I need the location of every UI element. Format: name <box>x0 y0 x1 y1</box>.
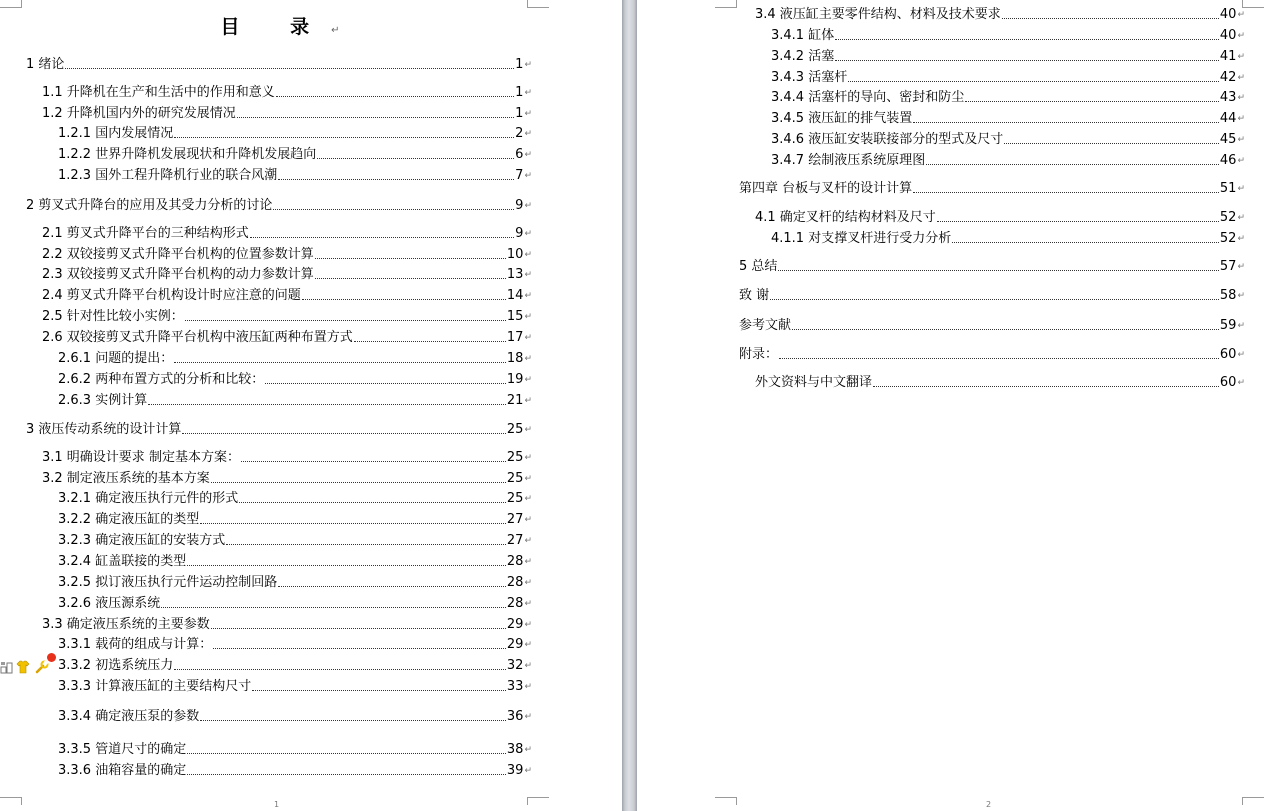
paragraph-mark: ↵ <box>524 494 532 504</box>
paragraph-mark: ↵ <box>1237 114 1245 124</box>
toc-entry-page-number: 52 <box>1219 210 1237 225</box>
toc-entry[interactable] <box>771 69 1245 87</box>
paragraph-mark: ↵ <box>524 599 532 609</box>
toc-entry-page-number: 38 <box>506 742 524 757</box>
toc-entry-text: 3.2.1 确定液压执行元件的形式 <box>58 491 239 506</box>
toc-entry-text: 3.4.5 液压缸的排气装置 <box>771 111 913 126</box>
document-page-1 <box>0 0 622 811</box>
toc-entry-page-number: 46 <box>1219 153 1237 168</box>
paragraph-mark: ↵ <box>524 171 532 181</box>
toc-entry-text: 2.5 针对性比较小实例： <box>42 309 184 324</box>
toc-dot-leader <box>241 461 506 462</box>
toc-entry[interactable] <box>58 511 532 529</box>
toc-entry-text: 4.1 确定叉杆的结构材料及尺寸 <box>755 210 936 225</box>
toc-entry-text: 3 液压传动系统的设计计算 <box>26 422 182 437</box>
shirt-icon[interactable] <box>16 659 30 673</box>
toc-entry-text: 3.3.6 油箱容量的确定 <box>58 763 187 778</box>
paragraph-mark: ↵ <box>1237 156 1245 166</box>
paragraph-mark: ↵ <box>524 60 532 70</box>
toc-dot-leader <box>1004 143 1219 144</box>
toc-entry-page-number: 2 <box>515 126 524 141</box>
toc-dot-leader <box>187 753 506 754</box>
toc-entry-text: 外文资料与中文翻译 <box>755 375 873 390</box>
toc-dot-leader <box>174 669 506 670</box>
toc-entry-text: 3.4.7 绘制液压系统原理图 <box>771 153 926 168</box>
toc-entry-text: 1.1 升降机在生产和生活中的作用和意义 <box>42 85 275 100</box>
paragraph-mark: ↵ <box>1237 31 1245 41</box>
toc-dot-leader <box>211 482 506 483</box>
toc-title[interactable] <box>0 12 560 39</box>
paragraph-mark: ↵ <box>524 578 532 588</box>
toc-entry-page-number: 17 <box>506 330 524 345</box>
toc-entry-page-number: 25 <box>506 491 524 506</box>
toc-entry-text: 1 绪论 <box>26 57 65 72</box>
paragraph-mark: ↵ <box>524 766 532 776</box>
toc-entry[interactable] <box>58 371 532 389</box>
toc-entry[interactable] <box>58 553 532 571</box>
paragraph-mark: ↵ <box>524 661 532 671</box>
paragraph-mark: ↵ <box>524 453 532 463</box>
toc-entry-page-number: 25 <box>506 422 524 437</box>
toc-entry-page-number: 33 <box>506 679 524 694</box>
toc-dot-leader <box>250 237 514 238</box>
document-page-2 <box>637 0 1266 811</box>
toc-entry-page-number: 60 <box>1219 375 1237 390</box>
toc-dot-leader <box>315 258 506 259</box>
toc-dot-leader <box>278 179 514 180</box>
toc-entry-text: 3.2.5 拟订液压执行元件运动控制回路 <box>58 575 278 590</box>
toc-entry[interactable] <box>58 167 532 185</box>
toc-entry-text: 2.4 剪叉式升降平台机构设计时应注意的问题 <box>42 288 301 303</box>
toc-dot-leader <box>213 648 506 649</box>
toc-entry-text: 3.2.6 液压源系统 <box>58 596 161 611</box>
toc-entry[interactable] <box>58 350 532 368</box>
toc-entry[interactable] <box>26 197 532 215</box>
toc-entry[interactable] <box>739 258 1245 276</box>
toc-dot-leader <box>174 137 514 138</box>
crop-mark <box>0 797 22 805</box>
toc-entry[interactable] <box>42 308 532 326</box>
toc-entry[interactable] <box>42 225 532 243</box>
toc-dot-leader <box>200 523 506 524</box>
paragraph-mark: ↵ <box>524 682 532 692</box>
toc-entry-page-number: 25 <box>506 471 524 486</box>
paragraph-mark: ↵ <box>524 354 532 364</box>
toc-entry-page-number: 1 <box>515 57 524 72</box>
paragraph-mark: ↵ <box>524 201 532 211</box>
toc-dot-leader <box>148 404 506 405</box>
toc-dot-leader <box>252 690 506 691</box>
paragraph-mark: ↵ <box>524 333 532 343</box>
toc-entry-text: 致 谢 <box>739 288 770 303</box>
toc-dot-leader <box>187 774 506 775</box>
toc-entry[interactable] <box>42 84 532 102</box>
toc-entry-page-number: 44 <box>1219 111 1237 126</box>
toc-entry[interactable] <box>42 287 532 305</box>
toc-entry[interactable] <box>771 89 1245 107</box>
toc-dot-leader <box>779 358 1219 359</box>
toc-entry-page-number: 7 <box>515 168 524 183</box>
toc-entry-page-number: 39 <box>506 763 524 778</box>
toc-entry-text: 1.2 升降机国内外的研究发展情况 <box>42 106 236 121</box>
toc-entry-text: 3.4.6 液压缸安装联接部分的型式及尺寸 <box>771 132 1004 147</box>
toc-entry-page-number: 59 <box>1219 318 1237 333</box>
toc-entry-page-number: 52 <box>1219 231 1237 246</box>
toc-dot-leader <box>174 362 506 363</box>
toc-entry-page-number: 10 <box>506 247 524 262</box>
toc-entry-text: 3.3.4 确定液压泵的参数 <box>58 709 200 724</box>
paragraph-mark: ↵ <box>1237 213 1245 223</box>
toc-dot-leader <box>937 221 1219 222</box>
toc-dot-leader <box>873 386 1219 387</box>
paragraph-mark: ↵ <box>524 150 532 160</box>
toc-entry-page-number: 13 <box>506 267 524 282</box>
toc-entry-page-number: 28 <box>506 554 524 569</box>
toc-entry-page-number: 45 <box>1219 132 1237 147</box>
layout-icon[interactable] <box>0 659 14 673</box>
toc-entry[interactable] <box>771 27 1245 45</box>
toc-dot-leader <box>952 242 1219 243</box>
toc-dot-leader <box>913 192 1219 193</box>
toc-entry-page-number: 58 <box>1219 288 1237 303</box>
toc-dot-leader <box>315 278 506 279</box>
toc-entry-text: 3.1 明确设计要求 制定基本方案： <box>42 450 240 465</box>
paragraph-mark: ↵ <box>524 270 532 280</box>
toc-entry[interactable] <box>58 125 532 143</box>
paragraph-mark: ↵ <box>524 515 532 525</box>
toc-entry[interactable] <box>42 616 532 634</box>
crop-mark <box>715 797 737 805</box>
paragraph-mark: ↵ <box>524 640 532 650</box>
paragraph-mark: ↵ <box>524 425 532 435</box>
page-gutter <box>622 0 637 811</box>
toc-entry-text: 3.4.4 活塞杆的导向、密封和防尘 <box>771 90 965 105</box>
paragraph-mark: ↵ <box>524 109 532 119</box>
toc-entry[interactable] <box>771 152 1245 170</box>
toc-entry[interactable] <box>42 246 532 264</box>
toc-entry-text: 3.4.2 活塞 <box>771 49 835 64</box>
toc-entry[interactable] <box>58 636 532 654</box>
paragraph-mark: ↵ <box>524 312 532 322</box>
toc-dot-leader <box>278 586 506 587</box>
toc-entry-text: 2.6.3 实例计算 <box>58 393 148 408</box>
paragraph-mark: ↵ <box>1237 350 1245 360</box>
toc-entry-page-number: 41 <box>1219 49 1237 64</box>
paragraph-mark: ↵ <box>1237 52 1245 62</box>
paragraph-mark: ↵ <box>524 250 532 260</box>
paragraph-mark: ↵ <box>524 557 532 567</box>
toc-entry[interactable] <box>58 574 532 592</box>
toc-entry[interactable] <box>58 762 532 780</box>
toc-entry-text: 参考文献 <box>739 318 792 333</box>
paragraph-mark: ↵ <box>1237 262 1245 272</box>
toc-entry-text: 2.6.2 两种布置方式的分析和比较： <box>58 372 265 387</box>
toc-entry-page-number: 43 <box>1219 90 1237 105</box>
toc-entry-text: 2 剪叉式升降台的应用及其受力分析的讨论 <box>26 198 273 213</box>
toc-entry-page-number: 29 <box>506 637 524 652</box>
toc-dot-leader <box>770 299 1219 300</box>
toc-dot-leader <box>913 122 1219 123</box>
paragraph-mark: ↵ <box>1237 135 1245 145</box>
toc-entry-text: 2.2 双铰接剪叉式升降平台机构的位置参数计算 <box>42 247 314 262</box>
toc-dot-leader <box>1002 18 1219 19</box>
toc-entry-text: 1.2.1 国内发展情况 <box>58 126 174 141</box>
toc-dot-leader <box>965 101 1219 102</box>
toc-entry-text: 1.2.2 世界升降机发展现状和升降机发展趋向 <box>58 147 317 162</box>
toc-entry[interactable] <box>58 678 532 696</box>
toc-entry[interactable] <box>755 374 1245 392</box>
toc-dot-leader <box>187 565 506 566</box>
toc-entry[interactable] <box>58 490 532 508</box>
toc-entry-page-number: 21 <box>506 393 524 408</box>
paragraph-mark: ↵ <box>1237 321 1245 331</box>
toc-dot-leader <box>65 68 514 69</box>
toc-dot-leader <box>926 164 1219 165</box>
toc-entry-text: 3.3.2 初选系统压力 <box>58 658 174 673</box>
paragraph-mark: ↵ <box>524 474 532 484</box>
toc-title-text: 目 录 <box>220 16 332 38</box>
toc-entry[interactable] <box>42 266 532 284</box>
toc-entry[interactable] <box>26 421 532 439</box>
wrench-icon[interactable] <box>35 659 49 673</box>
paragraph-mark: ↵ <box>1237 291 1245 301</box>
toc-entry[interactable] <box>771 110 1245 128</box>
paragraph-mark: ↵ <box>524 88 532 98</box>
toc-entry-page-number: 57 <box>1219 259 1237 274</box>
paragraph-mark: ↵ <box>331 25 340 36</box>
paragraph-mark: ↵ <box>524 712 532 722</box>
toc-dot-leader <box>835 60 1219 61</box>
toc-dot-leader <box>848 81 1219 82</box>
toc-entry[interactable] <box>771 48 1245 66</box>
toc-entry[interactable] <box>26 56 532 74</box>
paragraph-mark: ↵ <box>524 229 532 239</box>
toc-dot-leader <box>237 117 514 118</box>
toc-entry-text: 4.1.1 对支撑叉杆进行受力分析 <box>771 231 952 246</box>
toc-entry-page-number: 15 <box>506 309 524 324</box>
toc-entry-text: 3.4.1 缸体 <box>771 28 835 43</box>
paragraph-mark: ↵ <box>1237 378 1245 388</box>
paragraph-mark: ↵ <box>524 396 532 406</box>
toc-entry-text: 3.3.1 载荷的组成与计算： <box>58 637 213 652</box>
toc-entry[interactable] <box>58 657 532 675</box>
toc-entry-page-number: 60 <box>1219 347 1237 362</box>
page-number: 1 <box>274 800 280 809</box>
toc-entry-text: 2.1 剪叉式升降平台的三种结构形式 <box>42 226 249 241</box>
toc-entry-page-number: 19 <box>506 372 524 387</box>
crop-mark <box>0 0 22 8</box>
toc-entry-text: 3.3.5 管道尺寸的确定 <box>58 742 187 757</box>
toc-entry-text: 第四章 台板与叉杆的设计计算 <box>739 181 913 196</box>
toc-entry[interactable] <box>42 470 532 488</box>
toc-dot-leader <box>239 502 506 503</box>
crop-mark <box>1242 0 1264 8</box>
paragraph-mark: ↵ <box>524 745 532 755</box>
toc-entry-text: 2.3 双铰接剪叉式升降平台机构的动力参数计算 <box>42 267 314 282</box>
toc-entry-page-number: 27 <box>506 512 524 527</box>
crop-mark <box>527 0 549 8</box>
toc-entry-text: 3.3.3 计算液压缸的主要结构尺寸 <box>58 679 252 694</box>
page-number: 2 <box>986 800 992 809</box>
toc-entry-page-number: 29 <box>506 617 524 632</box>
paragraph-mark: ↵ <box>524 536 532 546</box>
toc-entry[interactable] <box>739 287 1245 305</box>
toc-entry-page-number: 42 <box>1219 70 1237 85</box>
paragraph-mark: ↵ <box>524 620 532 630</box>
toc-entry-text: 3.2.2 确定液压缸的类型 <box>58 512 200 527</box>
toc-entry-text: 2.6 双铰接剪叉式升降平台机构中液压缸两种布置方式 <box>42 330 353 345</box>
toc-entry-page-number: 14 <box>506 288 524 303</box>
toc-dot-leader <box>317 158 514 159</box>
crop-mark <box>1242 797 1264 805</box>
toc-entry[interactable] <box>739 180 1245 198</box>
toc-entry-page-number: 6 <box>515 147 524 162</box>
toc-entry[interactable] <box>42 449 532 467</box>
toc-entry-text: 3.2 制定液压系统的基本方案 <box>42 471 210 486</box>
paragraph-mark: ↵ <box>1237 73 1245 83</box>
toc-entry-text: 3.3 确定液压系统的主要参数 <box>42 617 210 632</box>
toc-entry[interactable] <box>58 741 532 759</box>
toc-entry-text: 2.6.1 问题的提出： <box>58 351 174 366</box>
toc-entry[interactable] <box>42 329 532 347</box>
toc-dot-leader <box>302 299 506 300</box>
toc-entry-text: 3.2.4 缸盖联接的类型 <box>58 554 187 569</box>
paragraph-mark: ↵ <box>1237 10 1245 20</box>
mini-toolbar[interactable] <box>0 656 56 676</box>
toc-dot-leader <box>226 544 506 545</box>
notification-dot-icon <box>47 653 56 662</box>
toc-entry[interactable] <box>58 708 532 726</box>
toc-entry[interactable] <box>771 230 1245 248</box>
paragraph-mark: ↵ <box>1237 184 1245 194</box>
toc-entry[interactable] <box>58 595 532 613</box>
toc-entry[interactable] <box>58 532 532 550</box>
toc-entry-page-number: 32 <box>506 658 524 673</box>
toc-entry-page-number: 36 <box>506 709 524 724</box>
toc-dot-leader <box>200 720 506 721</box>
toc-entry-text: 3.4.3 活塞杆 <box>771 70 848 85</box>
toc-entry[interactable] <box>58 392 532 410</box>
toc-entry-page-number: 28 <box>506 575 524 590</box>
toc-dot-leader <box>835 39 1219 40</box>
toc-dot-leader <box>185 320 506 321</box>
paragraph-mark: ↵ <box>1237 234 1245 244</box>
toc-dot-leader <box>792 329 1219 330</box>
toc-entry-page-number: 27 <box>506 533 524 548</box>
toc-entry-page-number: 1 <box>515 85 524 100</box>
paragraph-mark: ↵ <box>524 129 532 139</box>
toc-entry[interactable] <box>58 146 532 164</box>
crop-mark <box>527 797 549 805</box>
toc-entry[interactable] <box>755 6 1245 24</box>
toc-dot-leader <box>778 270 1219 271</box>
toc-entry-page-number: 1 <box>515 106 524 121</box>
toc-entry-page-number: 18 <box>506 351 524 366</box>
toc-entry[interactable] <box>739 317 1245 335</box>
toc-entry-page-number: 40 <box>1219 7 1237 22</box>
toc-entry-text: 3.2.3 确定液压缸的安装方式 <box>58 533 226 548</box>
paragraph-mark: ↵ <box>524 375 532 385</box>
toc-dot-leader <box>182 433 506 434</box>
toc-entry[interactable] <box>755 209 1245 227</box>
toc-entry-text: 5 总结 <box>739 259 778 274</box>
toc-entry-text: 附录： <box>739 347 779 362</box>
toc-dot-leader <box>211 628 506 629</box>
toc-entry-text: 3.4 液压缸主要零件结构、材料及技术要求 <box>755 7 1001 22</box>
toc-entry-page-number: 28 <box>506 596 524 611</box>
toc-entry[interactable] <box>771 131 1245 149</box>
toc-entry[interactable] <box>739 346 1245 364</box>
paragraph-mark: ↵ <box>524 291 532 301</box>
toc-dot-leader <box>276 96 514 97</box>
toc-dot-leader <box>265 383 506 384</box>
toc-dot-leader <box>273 209 514 210</box>
toc-entry-page-number: 25 <box>506 450 524 465</box>
toc-entry-page-number: 9 <box>515 198 524 213</box>
toc-entry-page-number: 40 <box>1219 28 1237 43</box>
paragraph-mark: ↵ <box>1237 93 1245 103</box>
toc-entry[interactable] <box>42 105 532 123</box>
toc-dot-leader <box>161 607 506 608</box>
toc-entry-page-number: 51 <box>1219 181 1237 196</box>
toc-entry-text: 1.2.3 国外工程升降机行业的联合风潮 <box>58 168 278 183</box>
toc-dot-leader <box>354 341 506 342</box>
crop-mark <box>715 0 737 8</box>
toc-entry-page-number: 9 <box>515 226 524 241</box>
